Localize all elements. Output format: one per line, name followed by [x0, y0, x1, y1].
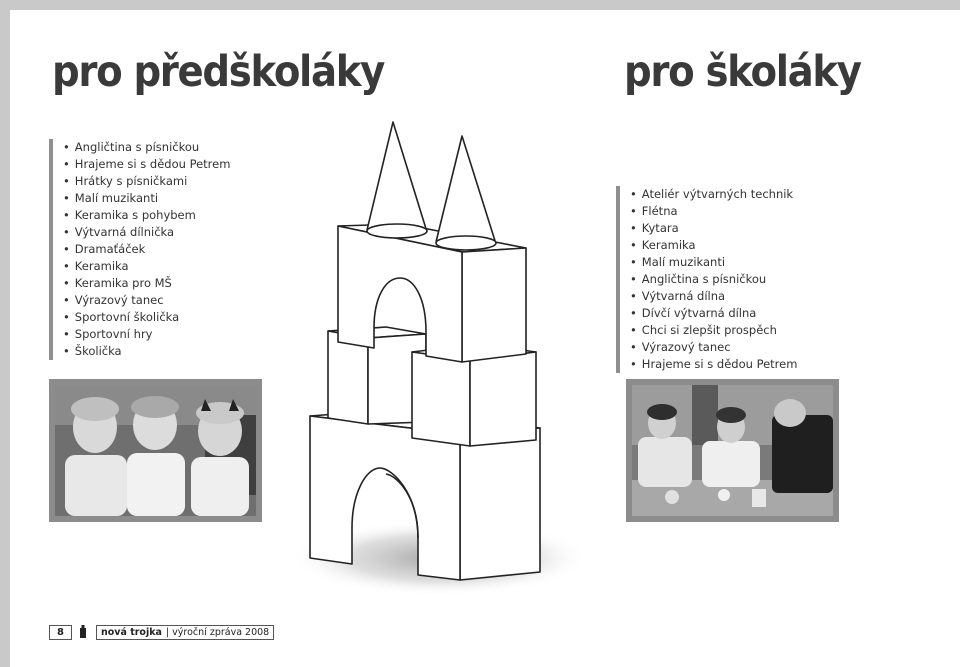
list-item: • Výrazový tanec — [63, 292, 230, 309]
footer — [49, 625, 274, 640]
list-item: • Dramaťáček — [63, 241, 230, 258]
upper-arch-block — [338, 224, 526, 362]
list-item: • Kytara — [630, 220, 797, 237]
list-item: • Dívčí výtvarná dílna — [630, 305, 797, 322]
list-item: • Výtvarná dílna — [630, 288, 797, 305]
list-item: • Školička — [63, 343, 230, 360]
cone-right — [436, 136, 496, 250]
cone-left — [367, 122, 427, 238]
photo-preschool-children — [49, 379, 262, 522]
list-item: • Výtvarná dílnička — [63, 224, 230, 241]
brand-name: nová trojka — [101, 627, 162, 638]
list-item: • Keramika pro MŠ — [63, 275, 230, 292]
list-item: • Sportovní hry — [63, 326, 230, 343]
heading-preschool: pro předškoláky — [52, 47, 385, 97]
bottle-icon — [78, 625, 88, 640]
preschool-activity-list — [49, 139, 230, 360]
list-item: • Chci si zlepšit prospěch — [630, 322, 797, 339]
list-item: • Hrajeme si s dědou Petrem — [630, 356, 797, 373]
list-item: • Výrazový tanec — [630, 339, 797, 356]
list-item: • Ateliér výtvarných technik — [630, 186, 797, 203]
castle-blocks-illustration — [290, 118, 630, 598]
school-activity-list — [616, 186, 797, 373]
list-item: • Flétna — [630, 203, 797, 220]
brand-subtitle: | výroční zpráva 2008 — [165, 627, 270, 638]
list-item: • Angličtina s písničkou — [630, 271, 797, 288]
page-number: 8 — [49, 625, 72, 640]
publication-label — [96, 625, 274, 640]
list-item: • Angličtina s písničkou — [63, 139, 230, 156]
list-item: • Malí muzikanti — [63, 190, 230, 207]
list-item: • Keramika — [63, 258, 230, 275]
list-item: • Hrátky s písničkami — [63, 173, 230, 190]
heading-schoolkids: pro školáky — [624, 47, 861, 97]
photo-school-children-ceramics — [626, 379, 839, 522]
list-item: • Sportovní školička — [63, 309, 230, 326]
list-item: • Keramika — [630, 237, 797, 254]
list-item: • Keramika s pohybem — [63, 207, 230, 224]
list-item: • Malí muzikanti — [630, 254, 797, 271]
list-item: • Hrajeme si s dědou Petrem — [63, 156, 230, 173]
